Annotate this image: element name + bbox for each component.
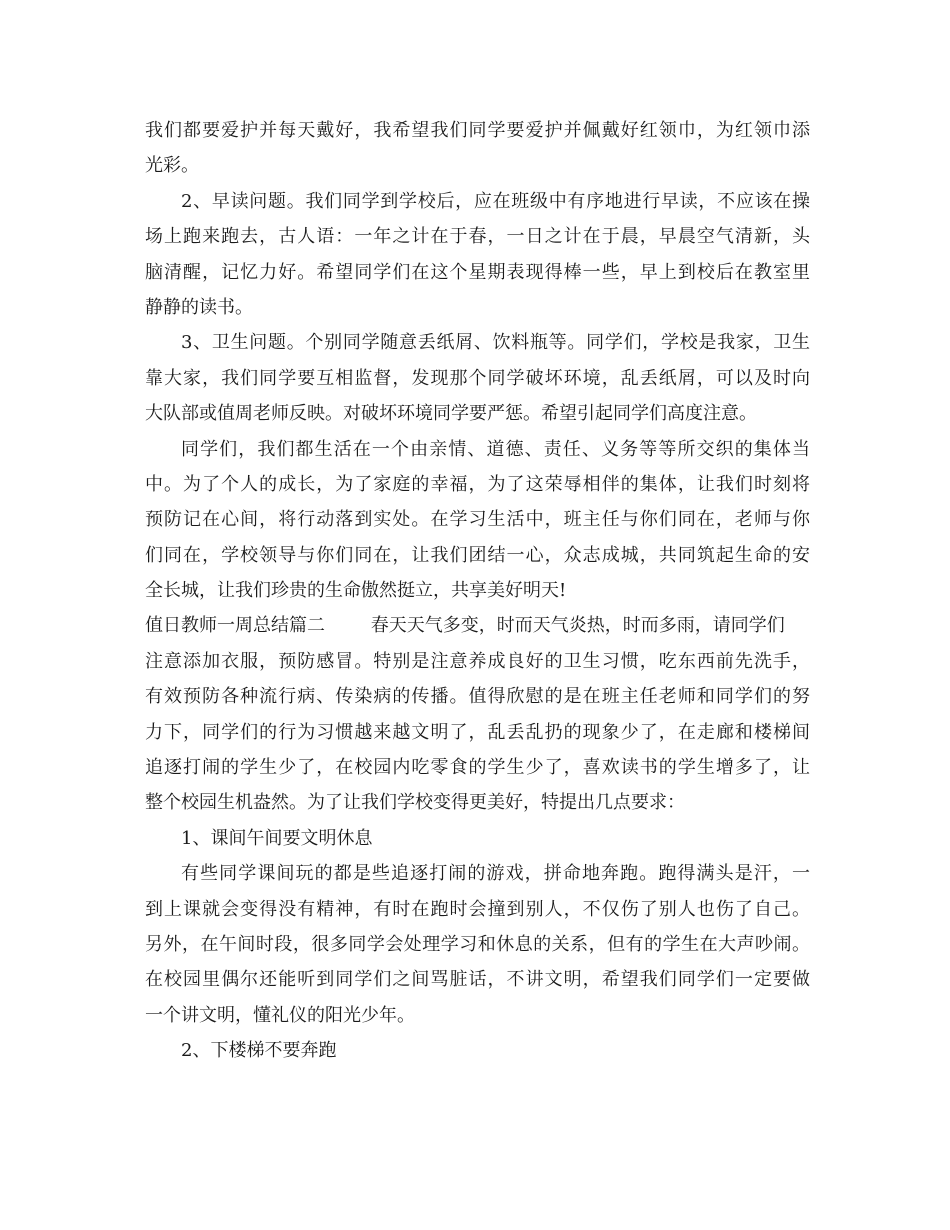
text-line: 我们都要爱护并每天戴好，我希望我们同学要爱护并佩戴好红领巾，为红领巾添 (145, 120, 810, 141)
text-line: 靠大家，我们同学要互相监督，发现那个同学破坏环境，乱丢纸屑，可以及时向 (145, 367, 810, 389)
text-line: 追逐打闹的学生少了，在校园内吃零食的学生少了，喜欢读书的学生增多了，让 (145, 757, 810, 779)
text-line: 全长城，让我们珍贵的生命傲然挺立，共享美好明天! (145, 580, 567, 602)
text-line: 力下，同学们的行为习惯越来越文明了，乱丢乱扔的现象少了，在走廊和楼梯间 (145, 721, 810, 743)
text-line: 们同在，学校领导与你们同在，让我们团结一心，众志成城，共同筑起生命的安 (145, 544, 810, 566)
text-line: 脑清醒，记忆力好。希望同学们在这个星期表现得棒一些，早上到校后在教室里 (145, 261, 810, 283)
text-line: 2、下楼梯不要奔跑 (181, 1040, 337, 1062)
text-line: 1、课间午间要文明休息 (181, 827, 373, 849)
text-line: 另外，在午间时段，很多同学会处理学习和休息的关系，但有的学生在大声吵闹。 (145, 933, 810, 955)
text-line: 一个讲文明，懂礼仪的阳光少年。 (145, 1004, 415, 1026)
text-line: 中。为了个人的成长，为了家庭的幸福，为了这荣辱相伴的集体，让我们时刻将 (145, 473, 810, 495)
text-line: 场上跑来跑去，古人语：一年之计在于春，一日之计在于晨，早晨空气清新，头 (145, 226, 810, 248)
text-line: 注意添加衣服，预防感冒。特别是注意养成良好的卫生习惯，吃东西前先洗手， (145, 650, 810, 672)
text-line: 预防记在心间，将行动落到实处。在学习生活中，班主任与你们同在，老师与你 (145, 509, 810, 531)
text-line: 有效预防各种流行病、传染病的传播。值得欣慰的是在班主任老师和同学们的努 (145, 686, 810, 708)
document-body (145, 113, 810, 1069)
text-line: 值日教师一周总结篇二 春天天气多变，时而天气炎热，时而多雨，请同学们 (145, 615, 785, 637)
text-line: 在校园里偶尔还能听到同学们之间骂脏话，不讲文明，希望我们同学们一定要做 (145, 969, 810, 991)
text-line: 2、早读问题。我们同学到学校后，应在班级中有序地进行早读，不应该在操 (181, 190, 810, 212)
text-line: 有些同学课间玩的都是些追逐打闹的游戏，拼命地奔跑。跑得满头是汗，一 (181, 863, 810, 885)
text-line: 整个校园生机盎然。为了让我们学校变得更美好，特提出几点要求： (145, 792, 685, 814)
text-line: 静静的读书。 (145, 296, 253, 318)
text-line: 同学们，我们都生活在一个由亲情、道德、责任、义务等等所交织的集体当 (181, 438, 810, 460)
text-line: 到上课就会变得没有精神，有时在跑时会撞到别人，不仅伤了别人也伤了自己。 (145, 898, 810, 920)
text-line: 光彩。 (145, 155, 199, 177)
text-line: 大队部或值周老师反映。对破坏环境同学要严惩。希望引起同学们高度注意。 (145, 403, 757, 425)
text-line: 3、卫生问题。个别同学随意丢纸屑、饮料瓶等。同学们，学校是我家，卫生 (181, 332, 810, 354)
